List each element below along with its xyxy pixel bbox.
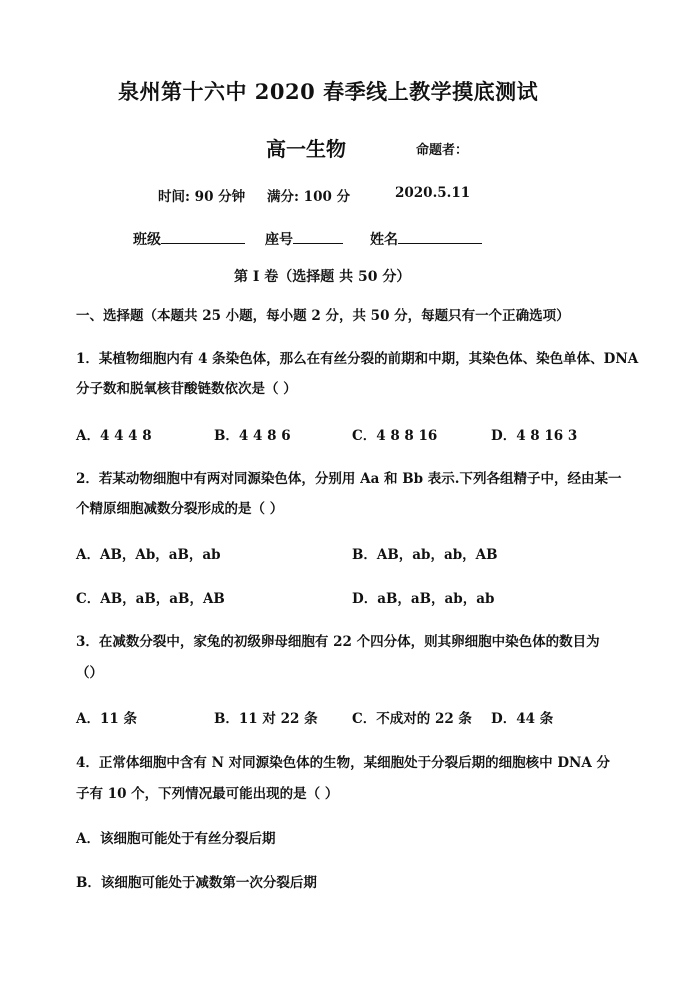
question-1-option-a[interactable]: A．4 4 4 8: [76, 428, 152, 444]
name-blank[interactable]: [398, 229, 482, 244]
author-label: 命题者：: [416, 143, 469, 158]
question-2-line-1: 2．若某动物细胞中有两对同源染色体，分别用 Aa 和 Bb 表示.下列各组精子中，经由某一: [76, 471, 622, 487]
question-2-option-b[interactable]: B．AB，ab，ab，AB: [352, 547, 498, 563]
class-field: [133, 229, 245, 249]
question-2-line-2: 个精原细胞减数分裂形成的是（ ）: [76, 501, 284, 517]
question-4-option-b[interactable]: B．该细胞可能处于减数第一次分裂后期: [76, 875, 317, 891]
question-1-option-b[interactable]: B．4 4 8 6: [214, 428, 291, 444]
score-info: 满分: 100 分: [267, 189, 351, 205]
question-4-option-a[interactable]: A．该细胞可能处于有丝分裂后期: [76, 831, 276, 847]
question-1-line-2: 分子数和脱氧核苷酸链数依次是（ ）: [76, 381, 297, 397]
question-3-option-c[interactable]: C．不成对的 22 条: [352, 711, 472, 727]
class-label: 班级: [133, 232, 161, 248]
question-2-option-a[interactable]: A．AB，Ab，aB，ab: [76, 547, 221, 563]
question-4-line-2: 子有 10 个，下列情况最可能出现的是（ ）: [76, 786, 339, 802]
time-info: 时间: 90 分钟: [158, 189, 246, 205]
section-heading: 第 I 卷（选择题 共 50 分）: [234, 269, 411, 285]
exam-title: 泉州第十六中 2020 春季线上教学摸底测试: [118, 79, 539, 104]
section-instructions: 一、选择题（本题共 25 小题，每小题 2 分，共 50 分，每题只有一个正确选项）: [76, 308, 570, 324]
question-2-option-c[interactable]: C．AB，aB，aB，AB: [76, 591, 225, 607]
seat-blank[interactable]: [293, 229, 343, 244]
question-3-option-d[interactable]: D．44 条: [491, 711, 554, 727]
date-info: 2020.5.11: [395, 185, 471, 201]
question-1-option-d[interactable]: D．4 8 16 3: [491, 428, 578, 444]
question-3-option-a[interactable]: A．11 条: [76, 711, 137, 727]
name-field: [370, 229, 482, 249]
subject-title: 高一生物: [266, 137, 346, 161]
question-4-line-1: 4．正常体细胞中含有 N 对同源染色体的生物，某细胞处于分裂后期的细胞核中 DNA 分: [76, 755, 611, 771]
name-label: 姓名: [370, 232, 398, 248]
seat-field: [265, 229, 343, 249]
question-3-line-2: （）: [76, 665, 103, 681]
question-2-option-d[interactable]: D．aB，aB，ab，ab: [352, 591, 495, 607]
seat-label: 座号: [265, 232, 293, 248]
question-3-option-b[interactable]: B．11 对 22 条: [214, 711, 318, 727]
question-1-option-c[interactable]: C．4 8 8 16: [352, 428, 438, 444]
question-1-line-1: 1．某植物细胞内有 4 条染色体，那么在有丝分裂的前期和中期，其染色体、染色单体、DNA: [76, 351, 639, 367]
question-3-line-1: 3．在减数分裂中，家兔的初级卵母细胞有 22 个四分体，则其卵细胞中染色体的数目为: [76, 634, 600, 650]
class-blank[interactable]: [161, 229, 245, 244]
